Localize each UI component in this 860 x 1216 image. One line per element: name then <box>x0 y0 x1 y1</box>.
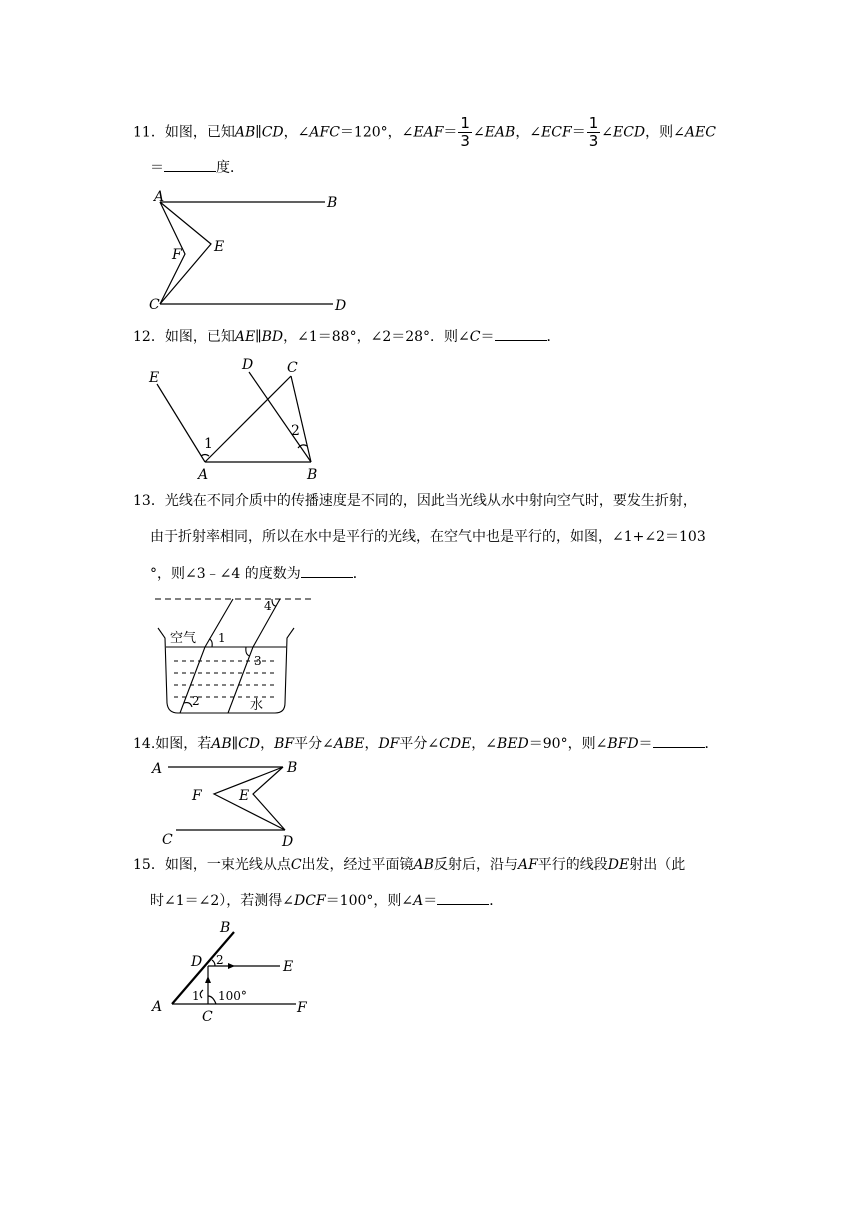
angle-2-arc <box>212 960 215 966</box>
q14-figure <box>150 758 330 848</box>
label-angle-4: 4 <box>264 599 272 613</box>
line-ac <box>205 376 291 462</box>
label-c: C <box>162 832 173 848</box>
q15-figure <box>150 918 340 1033</box>
path-b-f-d <box>214 767 285 830</box>
label-e: E <box>149 370 160 386</box>
label-a: A <box>154 189 165 205</box>
label-b: B <box>287 760 298 776</box>
label-c: C <box>287 360 298 376</box>
answer-blank <box>653 733 705 748</box>
label-e: E <box>283 959 294 975</box>
q13-figure <box>150 593 330 718</box>
label-a: A <box>198 467 209 483</box>
label-air: 空气 <box>170 631 197 646</box>
q13-line3: °，则∠3﹣∠4 的度数为 ． <box>150 563 367 584</box>
angle-100-arc <box>208 996 216 1004</box>
line-ea <box>157 384 205 462</box>
label-angle-100: 100° <box>218 989 247 1003</box>
label-f: F <box>297 1000 307 1016</box>
label-angle-2: 2 <box>216 953 224 967</box>
fraction-one-third: $\frac{1}{3}$ <box>460 114 470 150</box>
label-angle-3: 3 <box>254 654 262 668</box>
answer-blank <box>437 890 489 905</box>
q11-line1: 11．如图，已知AB∥CD，∠AFC＝120°，∠EAF＝ $\frac{1}{3}$ ∠EAB，∠ECF＝ $\frac{1}{3}$ ∠ECD，则∠AEC <box>133 114 716 150</box>
answer-blank <box>301 563 353 578</box>
q15-line2: 时∠1＝∠2），若测得∠DCF＝100°，则∠A＝ ． <box>150 890 503 911</box>
label-angle-1: 1 <box>192 989 200 1003</box>
label-a: A <box>152 999 163 1015</box>
label-water: 水 <box>250 698 264 713</box>
label-d: D <box>242 357 254 373</box>
label-c: C <box>149 297 160 313</box>
angle-1-arc <box>201 455 209 457</box>
q12-line1: 12．如图，已知AE∥BD，∠1＝88°，∠2＝28°．则∠C＝ ． <box>133 326 561 347</box>
q11-figure <box>145 188 385 318</box>
answer-blank <box>164 157 216 172</box>
line-cb <box>291 376 311 462</box>
label-a: A <box>152 761 163 777</box>
label-d: D <box>191 954 203 970</box>
label-b: B <box>220 920 231 936</box>
q15-line1: 15．如图，一束光线从点C出发，经过平面镜AB反射后，沿与AF平行的线段DE射出（此 <box>133 857 686 873</box>
label-angle-2: 2 <box>291 423 300 439</box>
line-db <box>249 372 311 462</box>
q11-line2: ＝ 度． <box>150 157 244 178</box>
label-d: D <box>335 298 347 314</box>
angle-3-arc <box>246 647 250 656</box>
q13-line2: 由于折射率相同，所以在水中是平行的光线，在空气中也是平行的，如图，∠1+∠2＝103 <box>150 529 706 545</box>
label-b: B <box>307 467 318 483</box>
q13-line1: 13．光线在不同介质中的传播速度是不同的，因此当光线从水中射向空气时，要发生折射， <box>133 493 697 509</box>
arrow-right-icon <box>228 963 235 969</box>
angle-4-arc <box>272 599 276 606</box>
label-e: E <box>239 788 250 804</box>
label-angle-1: 1 <box>218 631 226 645</box>
q12-figure <box>145 352 345 482</box>
arrow-up-icon <box>205 976 211 983</box>
label-c: C <box>202 1009 213 1025</box>
angle-2-arc <box>184 703 192 708</box>
label-d: D <box>282 834 294 850</box>
angle-1-arc <box>200 990 203 998</box>
label-angle-2: 2 <box>192 694 200 708</box>
label-f: F <box>192 788 202 804</box>
label-f: F <box>172 247 182 263</box>
label-e: E <box>214 239 225 255</box>
q14-line1: 14.如图，若AB∥CD，BF平分∠ABE，DF平分∠CDE，∠BED＝90°，则∠BFD＝ ． <box>133 733 719 754</box>
label-b: B <box>327 195 338 211</box>
fraction-one-third: $\frac{1}{3}$ <box>588 114 599 150</box>
label-angle-1: 1 <box>204 436 213 452</box>
answer-blank <box>495 326 547 341</box>
